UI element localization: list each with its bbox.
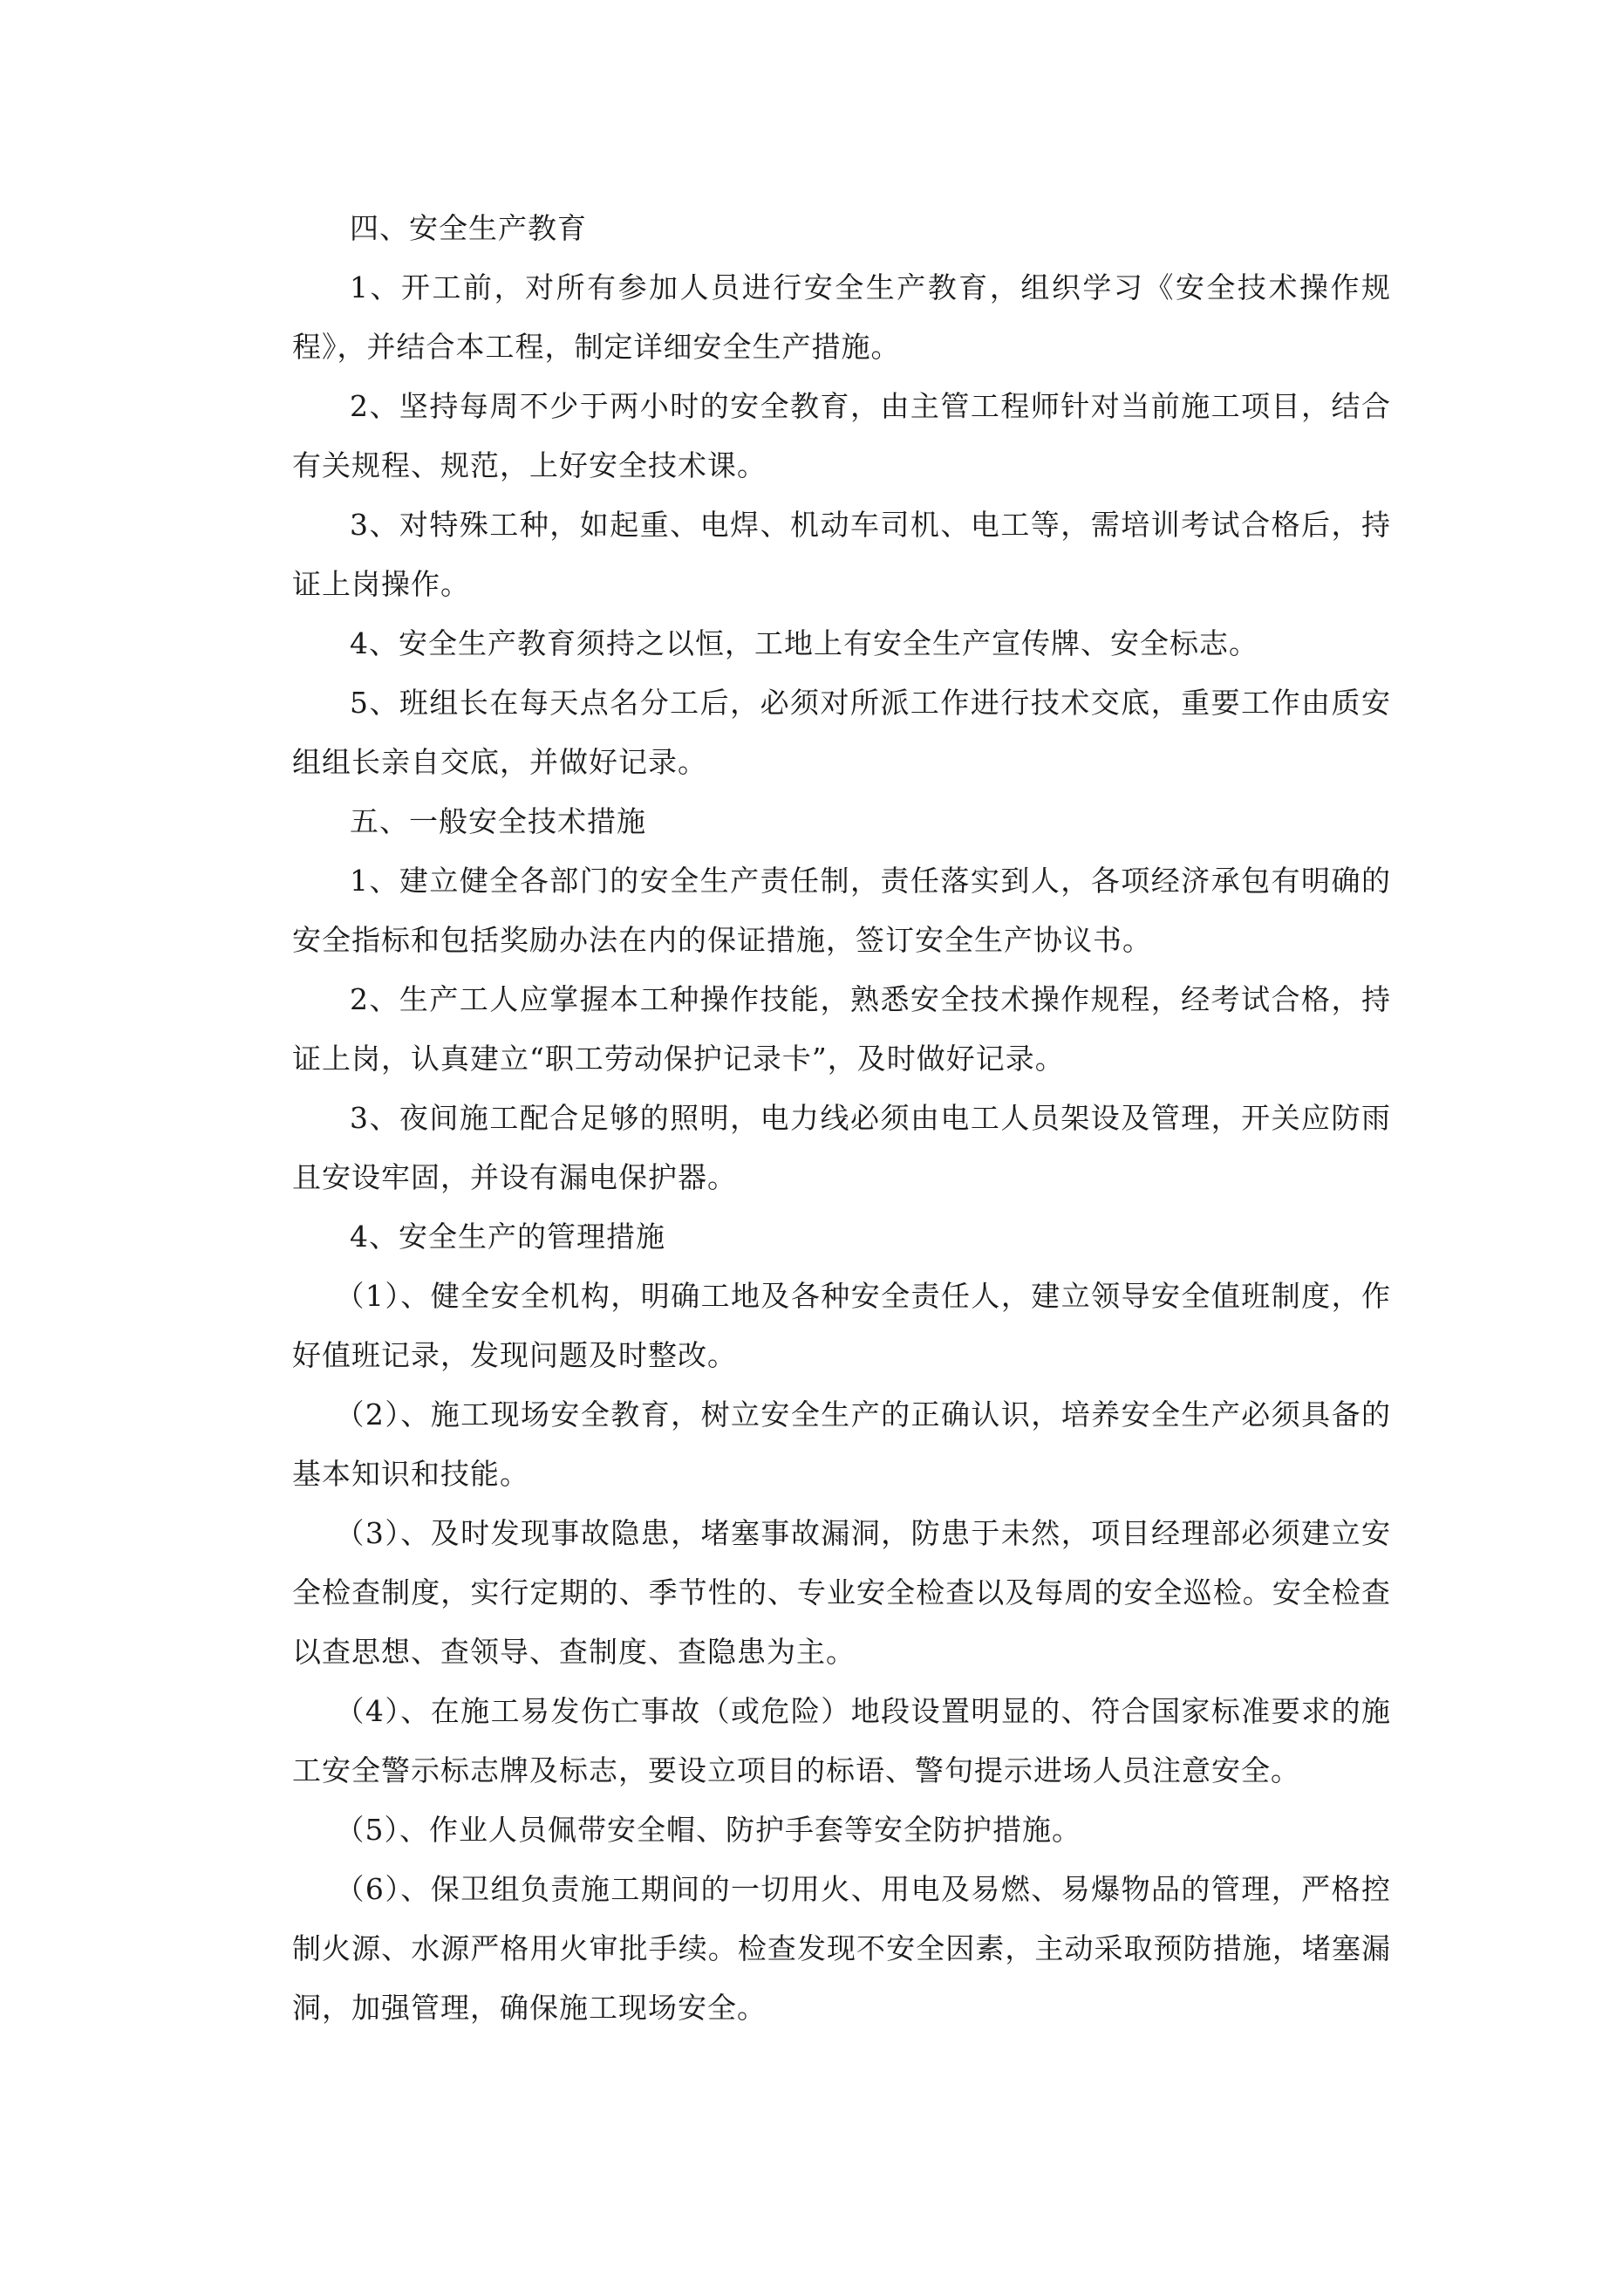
paragraph-5-4-2: （2）、施工现场安全教育，树立安全生产的正确认识，培养安全生产必须具备的基本知识和技能。	[292, 1397, 1391, 1491]
paragraph-5-4-6: （6）、保卫组负责施工期间的一切用火、用电及易燃、易爆物品的管理，严格控制火源、水源严格用火审批手续。检查发现不安全因素，主动采取预防措施，堵塞漏洞，加强管理，确保施工现场安全。	[292, 1872, 1391, 2025]
paragraph-4-2: 2、坚持每周不少于两小时的安全教育，由主管工程师针对当前施工项目，结合有关规程、规范，上好安全技术课。	[292, 389, 1391, 482]
paragraph-5-4-4: （4）、在施工易发伤亡事故（或危险）地段设置明显的、符合国家标准要求的施工安全警示标志牌及标志，要设立项目的标语、警句提示进场人员注意安全。	[292, 1694, 1391, 1787]
paragraph-5-2: 2、生产工人应掌握本工种操作技能，熟悉安全技术操作规程，经考试合格，持证上岗，认真建立“职工劳动保护记录卡”，及时做好记录。	[292, 982, 1391, 1076]
paragraph-5-4: 4、安全生产的管理措施	[350, 1220, 665, 1254]
paragraph-4-3: 3、对特殊工种，如起重、电焊、机动车司机、电工等，需培训考试合格后，持证上岗操作。	[292, 508, 1391, 601]
paragraph-4-4: 4、安全生产教育须持之以恒，工地上有安全生产宣传牌、安全标志。	[350, 626, 1258, 660]
paragraph-5-1: 1、建立健全各部门的安全生产责任制，责任落实到人，各项经济承包有明确的安全指标和包括奖励办法在内的保证措施，签订安全生产协议书。	[292, 864, 1391, 957]
paragraph-5-4-1: （1）、健全安全机构，明确工地及各种安全责任人，建立领导安全值班制度，作好值班记录，发现问题及时整改。	[292, 1279, 1391, 1372]
section-heading-4: 四、安全生产教育	[350, 211, 587, 245]
document-body	[292, 199, 1391, 2038]
paragraph-5-3: 3、夜间施工配合足够的照明，电力线必须由电工人员架设及管理，开关应防雨且安设牢固，并设有漏电保护器。	[292, 1101, 1391, 1194]
paragraph-5-4-5: （5）、作业人员佩带安全帽、防护手套等安全防护措施。	[335, 1813, 1081, 1847]
section-heading-5: 五、一般安全技术措施	[350, 804, 646, 838]
paragraph-5-4-3: （3）、及时发现事故隐患，堵塞事故漏洞，防患于未然，项目经理部必须建立安全检查制度，实行定期的、季节性的、专业安全检查以及每周的安全巡检。安全检查以查思想、查领导、查制度、查隐患为主。	[292, 1516, 1391, 1669]
paragraph-4-5: 5、班组长在每天点名分工后，必须对所派工作进行技术交底，重要工作由质安组组长亲自交底，并做好记录。	[292, 686, 1391, 779]
paragraph-4-1: 1、开工前，对所有参加人员进行安全生产教育，组织学习《安全技术操作规程》，并结合本工程，制定详细安全生产措施。	[292, 270, 1391, 364]
